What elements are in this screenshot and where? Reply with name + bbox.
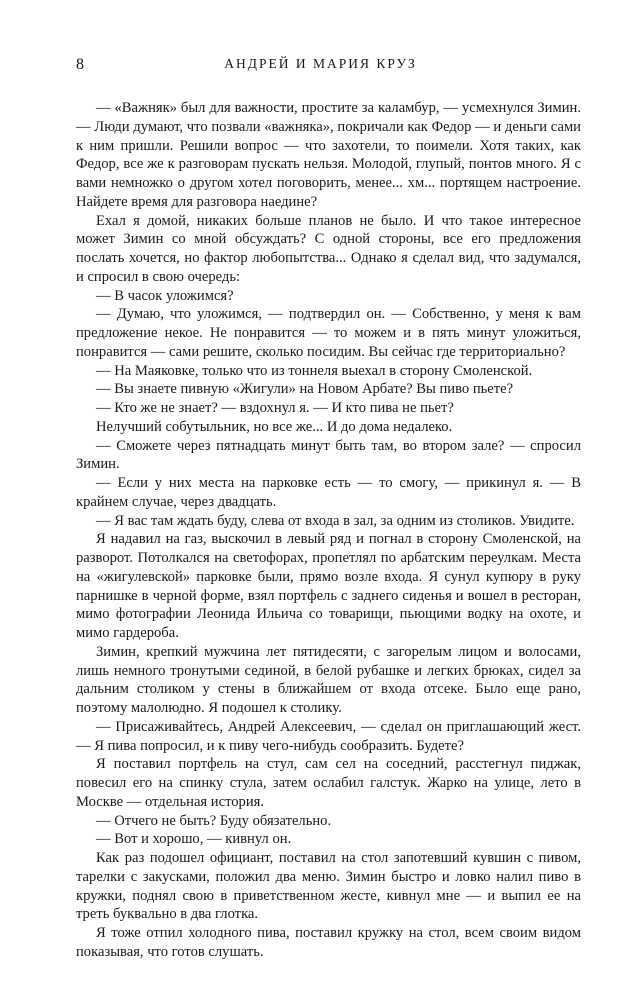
paragraph: Я надавил на газ, выскочил в левый ряд и погнал в сторону Смоленской, на разворот. Потолкался на светофорах, пропетлял по арбатским переулкам. Места на «жигулевской» парковке были, прямо возле входа. Я сунул купюру в руку парнишке в черной форме, взял портфель с заднего сиденья и вошел в ресторан, мимо фотографии Леонида Ильича со товарищи, пьющими водку на охоте, и мимо гардероба. (76, 531, 581, 641)
paragraph: — Я вас там ждать буду, слева от входа в зал, за одним из столиков. Увидите. (96, 512, 575, 529)
paragraph: — На Маяковке, только что из тоннеля выехал в сторону Смоленской. (96, 362, 533, 379)
paragraph: — Отчего не быть? Буду обязательно. (96, 812, 332, 829)
paragraph: Как раз подошел официант, поставил на стол запотевший кувшин с пивом, тарелки с закусками, положил два меню. Зимин быстро и ловко налил пиво в кружки, поднял свою в приветственном жесте, кивнул мне — и выпил ее на треть буквально в два глотка. (76, 850, 581, 923)
paragraph: Я поставил портфель на стул, сам сел на соседний, расстегнул пиджак, повесил его на спинку стула, затем ослабил галстук. Жарко на улице, лето в Москве — отдельная история. (76, 756, 581, 810)
paragraph: Зимин, крепкий мужчина лет пятидесяти, с загорелым лицом и волосами, лишь немного тронутыми сединой, в белой рубашке и легких брюках, сидел за дальним столиком у стены в ближайшем от входа отсеке. Было еще рано, поэтому малолюдно. Я подошел к столику. (76, 643, 581, 716)
page-number: 8 (76, 56, 84, 73)
paragraph: — «Важняк» был для важности, простите за каламбур, — усмехнулся Зимин. — Люди думают, что позвали «важняка», покричали как Федор — и деньги сами к ним пришли. Решили вопрос — что захотели, то поимели. Хотя таких, как Федор, все же к разговорам пускать нельзя. Молодой, глупый, понтов много. Я с вами немножко о другом хотел поговорить, менее... хм... портящем настроение. Найдете время для разговора наедине? (76, 100, 581, 210)
paragraph: — Думаю, что уложимся, — подтвердил он. — Собственно, у меня к вам предложение некое. Не понравится — то можем и в пять минут уложиться, понравится — сами решите, сколько посидим. Вы сейчас где территориально? (76, 306, 581, 360)
paragraph: Я тоже отпил холодного пива, поставил кружку на стол, всем своим видом показывая, что готов слушать. (76, 925, 581, 960)
paragraph: — Сможете через пятнадцать минут быть там, во втором зале? — спросил Зимин. (76, 437, 581, 473)
page-header (76, 56, 565, 78)
paragraph: — Присаживайтесь, Андрей Алексеевич, — сделал он приглашающий жест. — Я пива попросил, и к пиву чего-нибудь сообразить. Будете? (76, 718, 581, 754)
paragraph: Ехал я домой, никаких больше планов не было. И что такое интересное может Зимин со мной обсуждать? С одной стороны, все его предложения послать хочется, но фактор любопытства... Однако я сделал вид, что задумался, и спросил в свою очередь: (76, 212, 581, 285)
running-head: АНДРЕЙ И МАРИЯ КРУЗ (224, 56, 417, 71)
paragraph: — Вот и хорошо, — кивнул он. (96, 831, 292, 848)
paragraph: — Кто же не знает? — вздохнул я. — И кто пива не пьет? (96, 400, 454, 416)
paragraph: — Если у них места на парковке есть — то смогу, — прикинул я. — В крайнем случае, через двадцать. (76, 475, 581, 510)
body-text (76, 99, 581, 962)
paragraph: — В часок уложимся? (96, 287, 234, 304)
paragraph: — Вы знаете пивную «Жигули» на Новом Арбате? Вы пиво пьете? (96, 381, 514, 398)
paragraph: Нелучший собутыльник, но все же... И до дома недалеко. (96, 418, 453, 435)
